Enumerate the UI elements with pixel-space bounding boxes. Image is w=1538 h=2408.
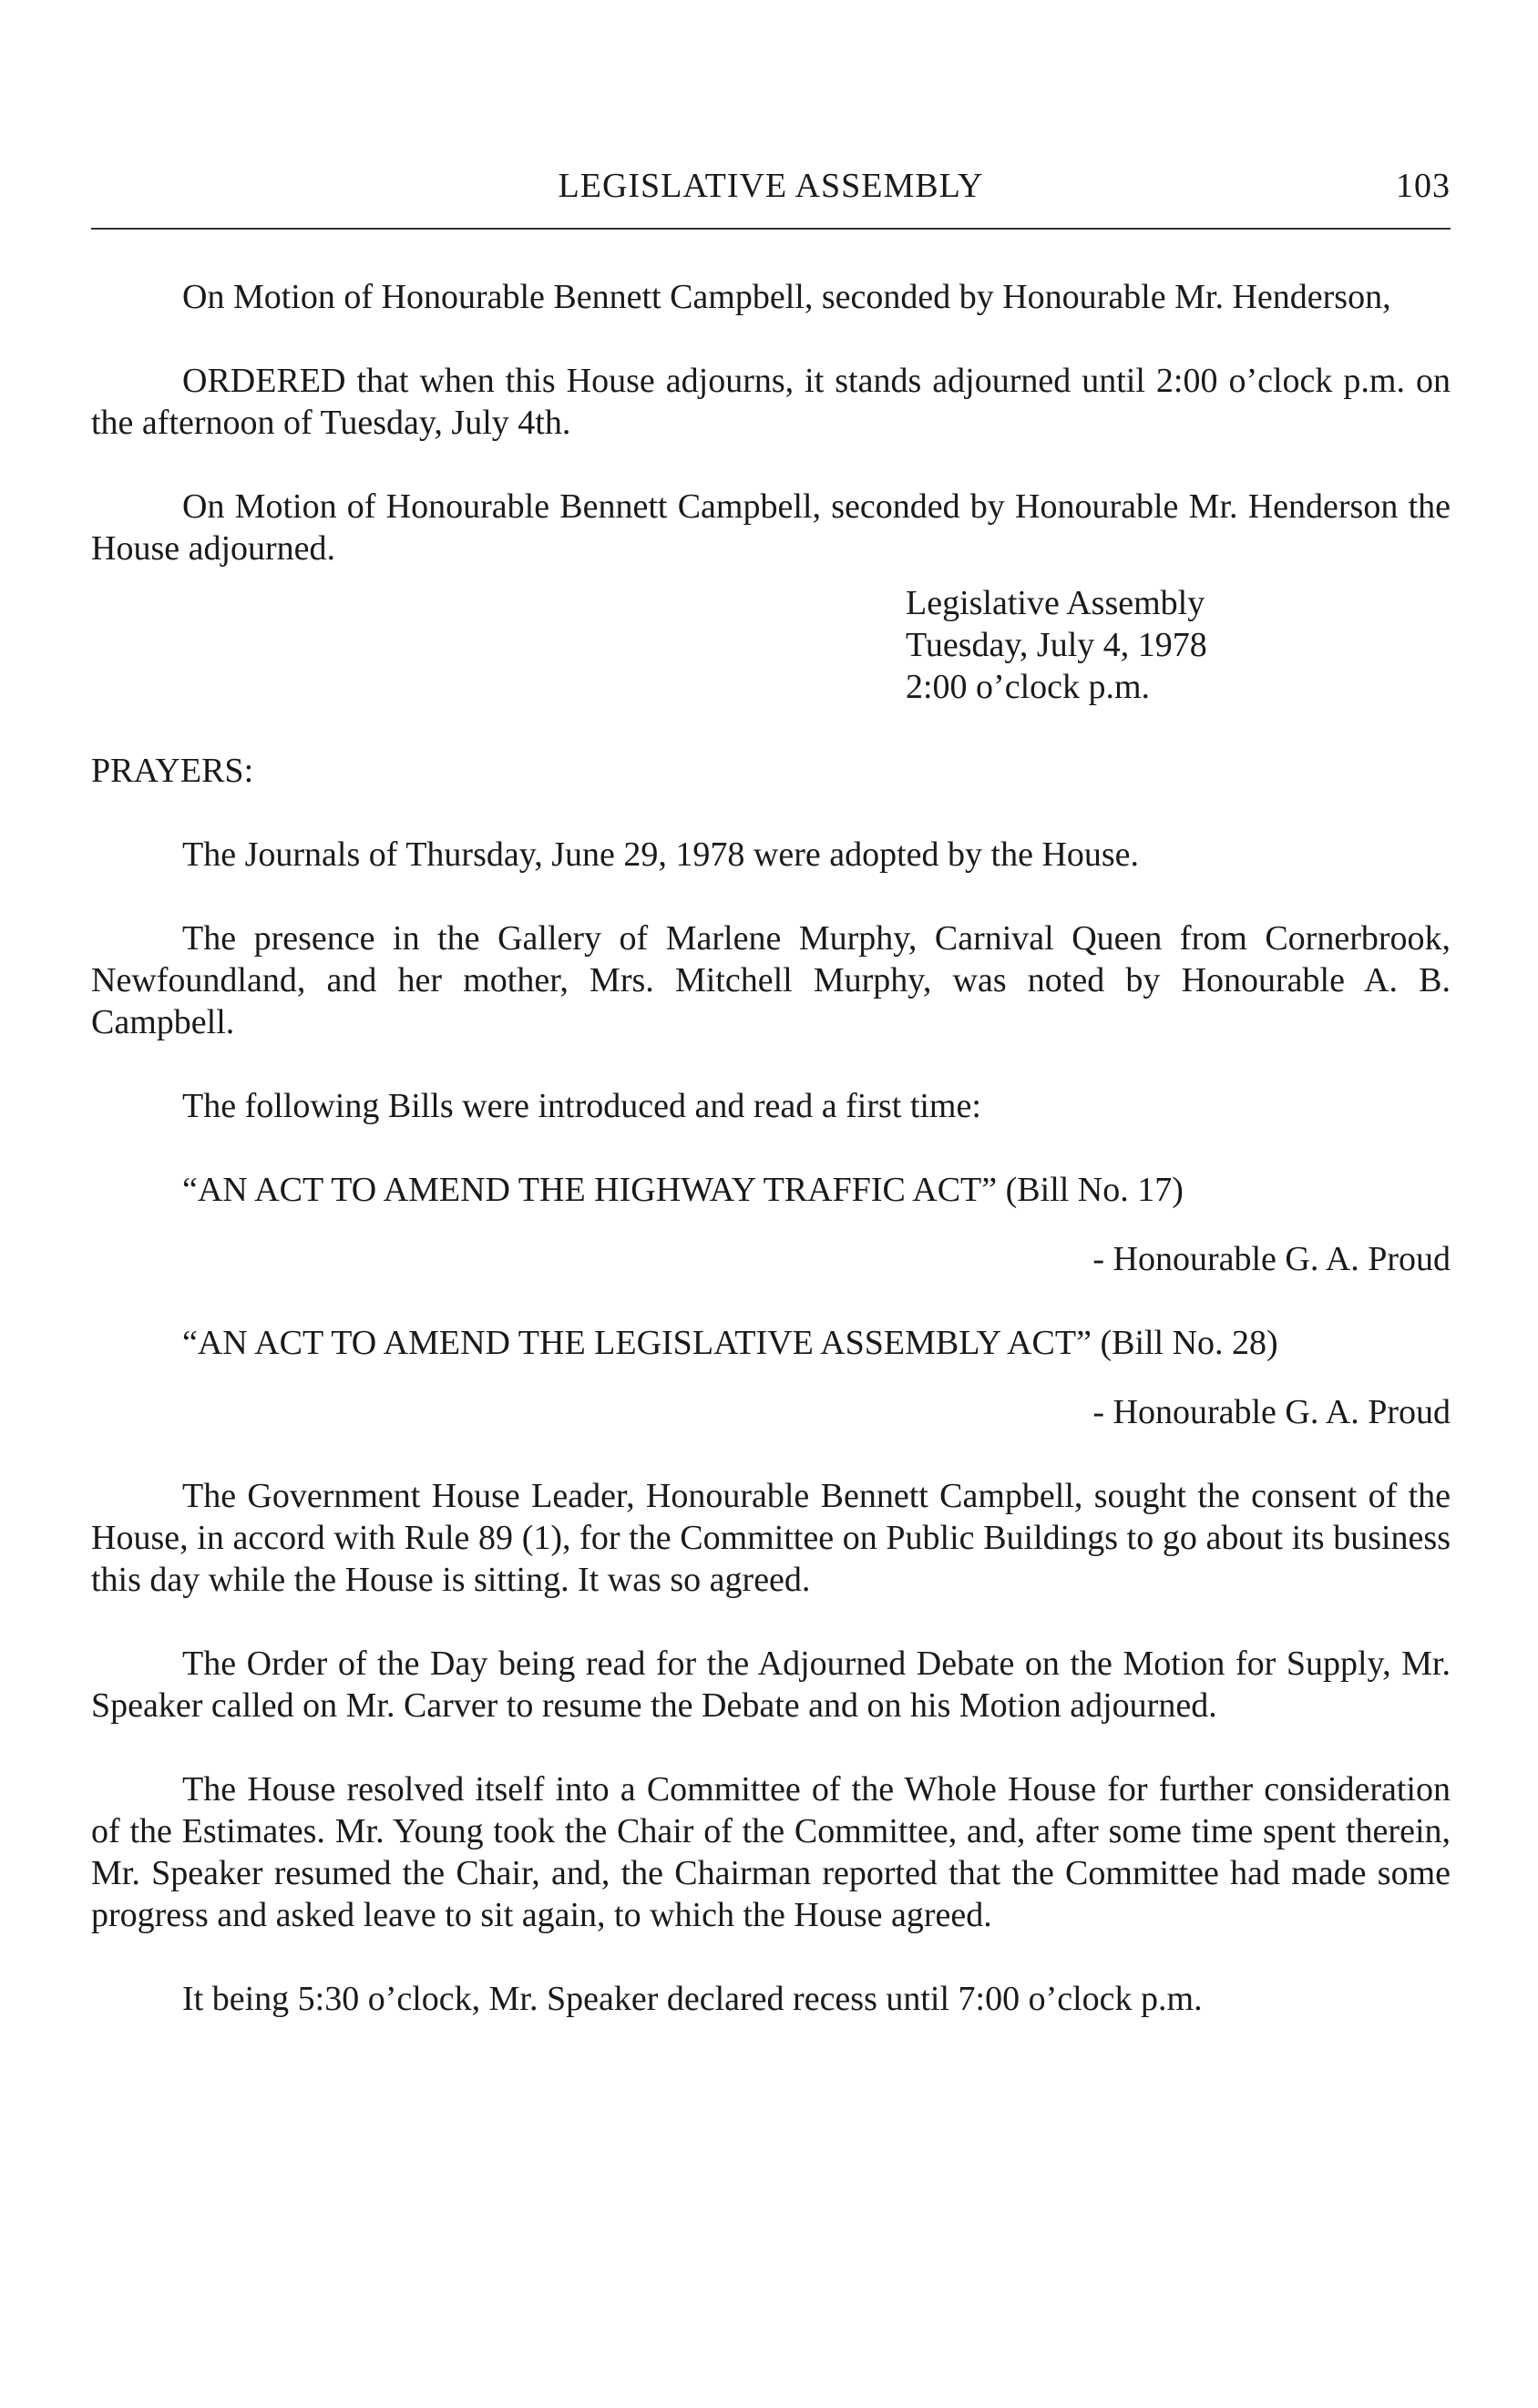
bill-title: “AN ACT TO AMEND THE HIGHWAY TRAFFIC ACT” (Bill No. 17) xyxy=(182,1171,1184,1209)
bills-intro-paragraph: The following Bills were introduced and read a first time: xyxy=(182,1087,981,1125)
journals-paragraph: The Journals of Thursday, June 29, 1978 were adopted by the House. xyxy=(182,835,1140,874)
header-rule xyxy=(91,228,1451,230)
house-leader-paragraph: The Government House Leader, Honourable Bennett Campbell, sought the consent of the House, in accord with Rule 89 (1), for the Committee on Public Buildings to go about its business this day while the House is sitting. It was so agreed. xyxy=(91,1477,1451,1599)
order-of-day-paragraph: The Order of the Day being read for the Adjourned Debate on the Motion for Supply, Mr. Speaker called on Mr. Carver to resume the Debate and on his Motion adjourned. xyxy=(91,1645,1451,1725)
motion-paragraph: On Motion of Honourable Bennett Campbell, seconded by Honourable Mr. Henderson, xyxy=(182,278,1391,316)
bill-title: “AN ACT TO AMEND THE LEGISLATIVE ASSEMBLY ACT” (Bill No. 28) xyxy=(182,1324,1278,1362)
sitting-body: Legislative Assembly xyxy=(906,584,1205,622)
page-header xyxy=(91,166,1451,210)
page-number: 103 xyxy=(1396,167,1451,205)
sitting-heading xyxy=(906,582,1451,708)
recess-paragraph: It being 5:30 o’clock, Mr. Speaker declared recess until 7:00 o’clock p.m. xyxy=(182,1980,1203,2018)
journal-body xyxy=(91,276,1451,2062)
adjournment-paragraph: On Motion of Honourable Bennett Campbell, seconded by Honourable Mr. Henderson the House adjourned. xyxy=(91,487,1451,568)
running-title: LEGISLATIVE ASSEMBLY xyxy=(558,167,984,205)
order-paragraph: ORDERED that when this House adjourns, it stands adjourned until 2:00 o’clock p.m. on the afternoon of Tuesday, July 4th. xyxy=(91,362,1451,442)
sitting-date: Tuesday, July 4, 1978 xyxy=(906,626,1207,664)
prayers-heading: PRAYERS: xyxy=(91,752,254,790)
bill-sponsor: - Honourable G. A. Proud xyxy=(1092,1240,1451,1278)
bill-sponsor: - Honourable G. A. Proud xyxy=(1092,1393,1451,1431)
gallery-paragraph: The presence in the Gallery of Marlene Murphy, Carnival Queen from Cornerbrook, Newfoundland, and her mother, Mrs. Mitchell Murphy, was noted by Honourable A. B. Campbell. xyxy=(91,919,1451,1041)
sitting-time: 2:00 o’clock p.m. xyxy=(906,668,1151,706)
committee-paragraph: The House resolved itself into a Committee of the Whole House for further consideration of the Estimates. Mr. Young took the Chair of the Committee, and, after some time spent therein, Mr. Speaker resumed the Chair, and, the Chairman reported that the Committee had made some progress and asked leave to sit again, to which the House agreed. xyxy=(91,1770,1451,1934)
